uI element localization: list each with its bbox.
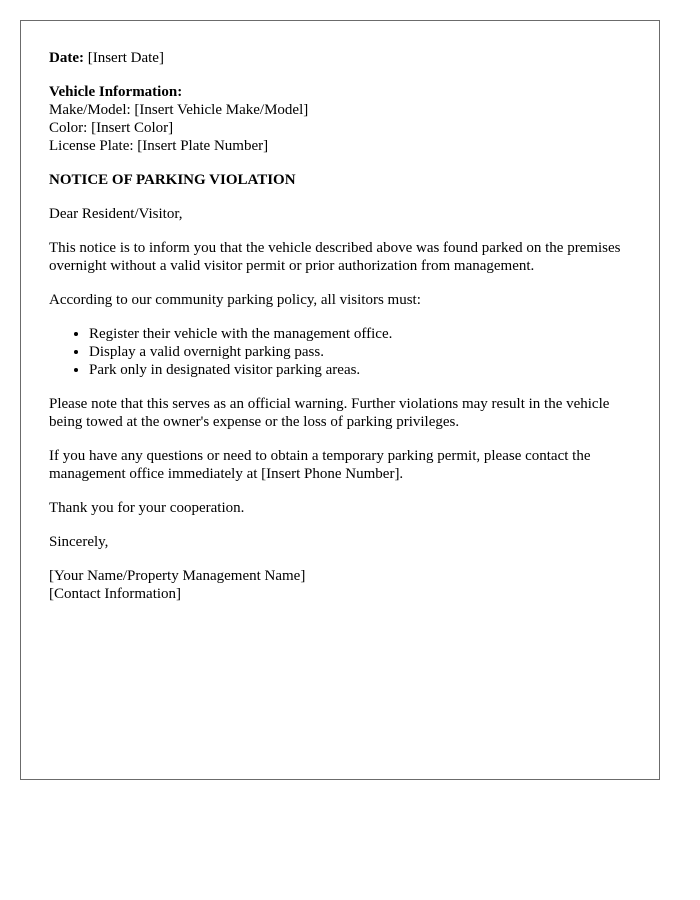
paragraph-warning: Please note that this serves as an official warning. Further violations may result in the vehicle being towed at the owner's expense or the loss of parking privileges. <box>49 396 610 430</box>
vehicle-license-plate: License Plate: [Insert Plate Number] <box>49 138 269 154</box>
policy-intro: According to our community parking policy, all visitors must: <box>49 292 421 308</box>
vehicle-color: Color: [Insert Color] <box>49 120 174 136</box>
policy-item: • Register their vehicle with the management office. <box>89 325 631 343</box>
closing-line: Sincerely, <box>49 534 109 550</box>
notice-title: NOTICE OF PARKING VIOLATION <box>49 172 296 188</box>
signature-block <box>49 567 631 603</box>
signature-contact: [Contact Information] <box>49 586 182 602</box>
vehicle-make-model: Make/Model: [Insert Vehicle Make/Model] <box>49 102 309 118</box>
vehicle-information <box>49 83 631 155</box>
vehicle-heading: Vehicle Information: <box>49 84 183 100</box>
date-label: Date: <box>49 50 84 66</box>
policy-item: • Display a valid overnight parking pass. <box>89 343 631 361</box>
paragraph-contact: If you have any questions or need to obtain a temporary parking permit, please contact the management office immediately at [Insert Phone Number]. <box>49 448 591 482</box>
signature-name: [Your Name/Property Management Name] <box>49 568 306 584</box>
policy-list <box>49 325 631 379</box>
date-value: [Insert Date] <box>83 50 164 66</box>
paragraph-intro: This notice is to inform you that the vehicle described above was found parked on the premises overnight without a valid visitor permit or prior authorization from management. <box>49 240 621 274</box>
salutation: Dear Resident/Visitor, <box>49 206 183 222</box>
date-line <box>49 49 631 67</box>
thanks-line: Thank you for your cooperation. <box>49 500 245 516</box>
letter-page <box>20 20 660 780</box>
policy-item: • Park only in designated visitor parking areas. <box>89 361 631 379</box>
